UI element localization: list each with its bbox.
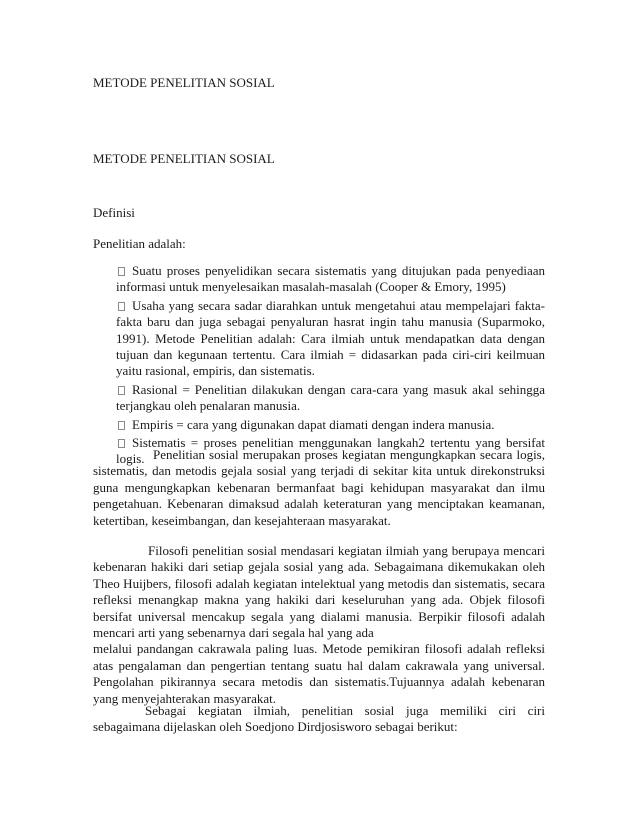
paragraph-text: Filosofi penelitian sosial mendasari kegiatan ilmiah yang berupaya mencari kebenaran hakiki dari setiap gejala sosial yang ada. Sebagaimana dikemukakan oleh Theo Huijbers, filosofi adalah kegiatan intelektual yang metodis dan sistematis, secara refleksi menangkap makna yang hakiki dari keseluruhan yang ada. Objek filosofi bersifat universal mencakup segala yang dialami manusia. Berpikir filosofi adalah mencari arti yang sebenarnya dari segala hal yang ada (93, 543, 545, 641)
bullet-icon (118, 386, 125, 395)
paragraph-text: Sebagai kegiatan ilmiah, penelitian sosial juga memiliki ciri ciri sebagaimana dijelaskan oleh Soedjono Dirdjosisworo sebagai berikut: (93, 703, 545, 735)
list-item-text: Empiris = cara yang digunakan dapat diamati dengan indera manusia. (132, 416, 495, 432)
paragraph-text: melalui pandangan cakrawala paling luas. Metode pemikiran filosofi adalah refleksi atas pengalaman dan pengertian tentang suatu hal dalam cakrawala yang universal. Pengolahan pikirannya secara metodis dan sistematis.Tujuannya adalah kebenaran yang menyejahterakan masyarakat. (93, 641, 545, 706)
list-item-text: Sistematis = proses penelitian menggunakan langkah2 tertentu yang bersifat logis. (116, 435, 545, 467)
bullet-icon (118, 421, 125, 430)
bullet-icon (118, 267, 125, 276)
intro-text: Penelitian adalah: (93, 236, 186, 251)
paragraph-ciri-ciri (93, 703, 545, 736)
header-title: METODE PENELITIAN SOSIAL (93, 75, 275, 90)
list-item (116, 263, 545, 296)
definition-list (116, 263, 545, 470)
list-item (116, 382, 545, 415)
list-item (116, 298, 545, 380)
list-item-text: Usaha yang secara sadar diarahkan untuk mengetahui atau mempelajari fakta-fakta baru dan juga sebagai penyaluran hasrat ingin tahu manusia (Suparmoko, 1991). Metode Penelitian adalah: Cara ilmiah untuk mendapatkan data dengan tujuan dan kegunaan tertentu. Cara ilmiah = didasarkan pada ciri-ciri keilmuan yaitu rasional, empiris, dan sistematis. (116, 297, 545, 379)
bullet-icon (118, 302, 125, 311)
paragraph-text: Penelitian sosial merupakan proses kegiatan mengungkapkan secara logis, sistematis, dan metodis gejala sosial yang terjadi di sekitar kita untuk direkonstruksi guna mengungkapkan kebenaran bermanfaat bagi kehidupan masyarakat dan ilmu pengetahuan. Kebenaran dimaksud adalah keteraturan yang menciptakan keamanan, ketertiban, keseimbangan, dan kesejahteraan masyarakat. (93, 447, 545, 528)
paragraph-penelitian-sosial (93, 447, 545, 529)
subheading-definisi: Definisi (93, 205, 135, 220)
list-item (116, 417, 545, 433)
paragraph-filosofi (93, 543, 545, 707)
section-title: METODE PENELITIAN SOSIAL (93, 151, 275, 166)
list-item-text: Suatu proses penyelidikan secara sistematis yang ditujukan pada penyediaan informasi untuk menyelesaikan masalah-masalah (Cooper & Emory, 1995) (116, 263, 545, 295)
list-item-text: Rasional = Penelitian dilakukan dengan cara-cara yang masuk akal sehingga terjangkau oleh penalaran manusia. (116, 381, 545, 414)
